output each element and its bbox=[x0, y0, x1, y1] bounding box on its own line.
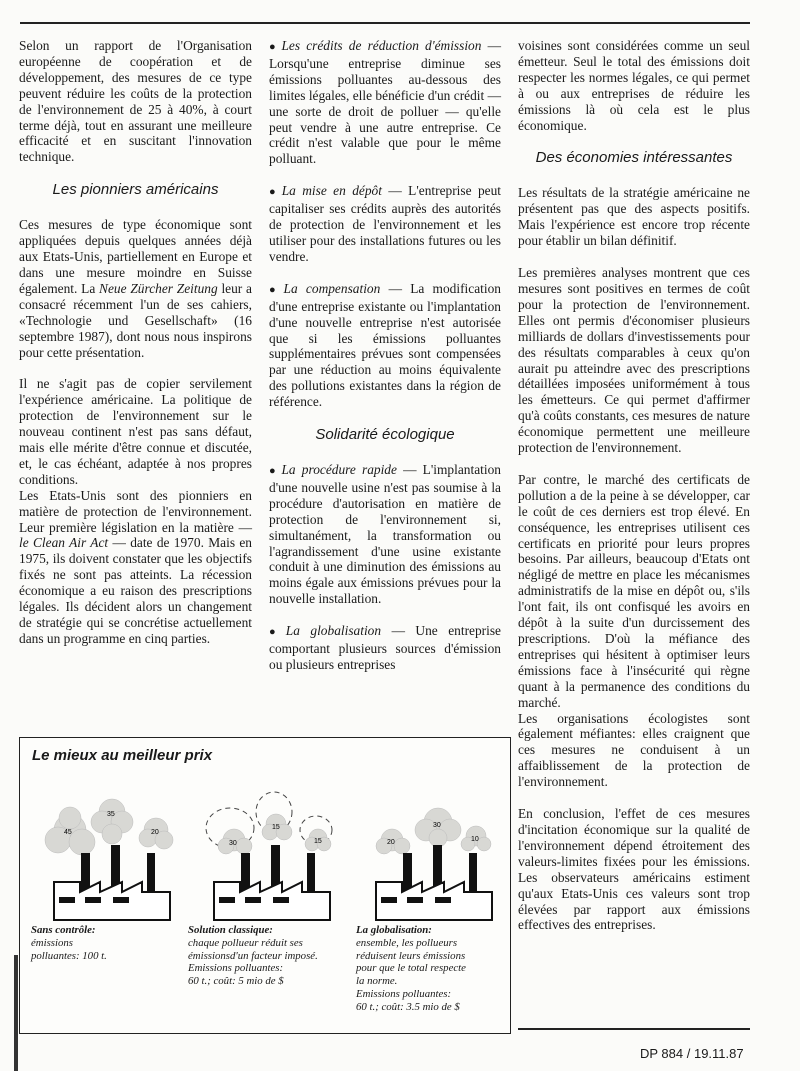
bullet-item: ● La mise en dépôt — L'entreprise peut capitaliser ses crédits auprès des autorités de protection de l'environnement et les utiliser pour des installations futures ou les vendre. bbox=[269, 183, 501, 264]
paragraph: Il ne s'agit pas de copier servilement l'expérience américaine. La politique de protection de l'environnement sur le nouveau continent n'est pas sans défaut, mais elle mérite d'être connue et discutée, et, le cas échéant, adaptée à nos propres conditions. bbox=[19, 376, 252, 487]
emission-value: 45 bbox=[64, 829, 72, 836]
subheading: Solidarité écologique bbox=[315, 426, 455, 444]
margin-bar bbox=[14, 955, 18, 1071]
bullet-icon: ● bbox=[269, 465, 279, 478]
paragraph: En conclusion, l'effet de ces mesures d'incitation économique sur la qualité de l'environnement dépend étroitement des valeurs-limites fixées pour les émissions. Les observateurs américains estiment qu'aux Etats-Unis ces valeurs sont trop élevées par rapport aux émissions effectives des entreprises. bbox=[518, 806, 750, 933]
bullet-item: ● La compensation — La modification d'une entreprise existante ou l'implantation d'une nouvelle entreprise n'est autorisée que si les émissions polluantes supplémentaires prévues sont compensées par une réduction au moins équivalente des pollutions existantes dans la région de référence. bbox=[269, 280, 501, 410]
figure-caption-3: La globalisation: ensemble, les pollueurs réduisent leurs émissions pour que le total respecte la norme. Emissions polluantes: 60 t.; coût: 3.5 mio de $ bbox=[356, 924, 466, 1013]
paragraph: Par contre, le marché des certificats de pollution a de la peine à se développer, car le coût de ces derniers est trop élevé. En conséquence, les entreprises utilisent ces certificats en priorité pour leurs propres besoins. Par ailleurs, beaucoup d'Etats ont négligé de mettre en place les mécanismes administratifs de la mise en dépôt ou, s'ils l'ont fait, ils ont confisqué les avoirs en dépôt à la suite d'un durcissement des prescriptions. D'où la méfiance des entreprises qui hésitent à optimiser leurs émissions face à l'insécurité qui règne quant à la permanence des conditions du marché. bbox=[518, 471, 750, 710]
column-2 bbox=[269, 38, 501, 689]
bullet-item: ● La globalisation — Une entreprise comportant plusieurs sources d'émission ou plusieurs entreprises bbox=[269, 623, 501, 672]
figure-title: Le mieux au meilleur prix bbox=[32, 747, 213, 764]
subheading: Les pionniers américains bbox=[52, 181, 219, 199]
emission-value: 30 bbox=[433, 822, 441, 829]
subheading: Des économies intéressantes bbox=[535, 149, 733, 167]
emission-value: 15 bbox=[272, 824, 280, 831]
figure-caption-2: Solution classique: chaque pollueur réduit ses émissionsd'un facteur imposé. Emissions polluantes: 60 t.; coût: 5 mio de $ bbox=[188, 924, 318, 988]
column-1 bbox=[19, 38, 252, 663]
emission-value: 20 bbox=[387, 839, 395, 846]
factory-icon bbox=[214, 846, 330, 920]
emission-value: 10 bbox=[471, 836, 479, 843]
factory-icon bbox=[54, 846, 170, 920]
law-name: le Clean Air Act bbox=[19, 535, 109, 551]
paragraph: Les résultats de la stratégie américaine ne présentent pas que des aspects positifs. Mais l'expérience est encore trop récente pour établir un bilan définitif. bbox=[518, 185, 750, 249]
emission-value: 20 bbox=[151, 829, 159, 836]
bullet-item: ● La procédure rapide — L'implantation d'une nouvelle usine n'est pas soumise à la procédure d'autorisation en matière de protection de l'environnement si, simultanément, la transformation ou l'agrandissement d'une usine existante conduit à une diminution des émissions au moins égale aux émissions prévues pour la nouvelle installation. bbox=[269, 462, 501, 607]
factory-illustration-1 bbox=[30, 782, 180, 922]
pollution-cloud bbox=[45, 799, 173, 855]
factory-illustration-2 bbox=[190, 782, 340, 922]
emission-value: 35 bbox=[107, 811, 115, 818]
paragraph: Les premières analyses montrent que ces mesures sont positives en termes de coût pour la protection de l'environnement. Elles ont permis d'économiser plusieurs milliards de dollars d'investissements pour des résultats comparables à ceux qu'on aurait pu atteindre avec des prescriptions détaillées imposées uniformément à tous les émetteurs. Ce qui permet d'affirmer qu'à coûts constants, ces mesures de nature économique permettent une meilleure protection de l'environnement. bbox=[518, 265, 750, 456]
column-3 bbox=[518, 38, 750, 949]
paragraph: Selon un rapport de l'Organisation européenne de coopération et de développement, des mesures de ce type peuvent réduire les coûts de la protection de l'environnement de 25 à 40%, à court terme déjà, tout en assurant une meilleure efficacité et en suscitant l'innovation technique. bbox=[19, 38, 252, 165]
bullet-item: ● Les crédits de réduction d'émission — Lorsqu'une entreprise diminue ses émissions polluantes au-dessous des limites légales, elle bénéficie d'un crédit — une sorte de droit de polluer — qu'elle peut vendre à une autre entreprise. Ce crédit n'est valable que pour le même polluant. bbox=[269, 38, 501, 167]
paragraph: Ces mesures de type économique sont appliquées depuis quelques années déjà aux Etats-Unis, partiellement en Europe et dans une mesure moindre en Suisse également. La Neue Zürcher Zeitung leur a consacré récemment l'un de ses cahiers, «Technologie und Gesellschaft» (16 septembre 1987), dont nous nous inspirons pour cette présentation. bbox=[19, 217, 252, 360]
paragraph: voisines sont considérées comme un seul émetteur. Seul le total des émissions doit respecter les normes légales, ce qui permet à ou aux entreprises de réduire les émissions là où cela est le plus économique. bbox=[518, 38, 750, 133]
figure-caption-1: Sans contrôle: émissions polluantes: 100 t. bbox=[31, 924, 107, 962]
bullet-icon: ● bbox=[269, 186, 279, 199]
factory-icon bbox=[376, 846, 492, 920]
paragraph: Les Etats-Unis sont des pionniers en matière de protection de l'environnement. Leur première législation en la matière — le Clean Air Act — date de 1970. Mais en 1975, ils doivent constater que les objectifs fixés ne sont pas atteints. La récession économique a eu raison des prescriptions légales. Ils décident alors un changement de stratégie qui se concrétise actuellement dans un programme en cinq parties. bbox=[19, 487, 253, 646]
newspaper-name: Neue Zürcher Zeitung bbox=[99, 280, 218, 296]
bullet-icon: ● bbox=[269, 626, 283, 639]
factory-illustration-3 bbox=[352, 782, 502, 922]
bottom-rule bbox=[518, 1028, 750, 1030]
bullet-icon: ● bbox=[269, 41, 279, 53]
paragraph: Les organisations écologistes sont également méfiantes: elles craignent que ces mesures ne conduisent à un affaiblissement de la protection de l'environnement. bbox=[518, 710, 750, 790]
top-rule bbox=[20, 22, 750, 24]
bullet-icon: ● bbox=[269, 283, 281, 296]
emission-value: 15 bbox=[314, 838, 322, 845]
page-footer: DP 884 / 19.11.87 bbox=[640, 1046, 744, 1061]
figure-box bbox=[19, 737, 511, 1034]
emission-value: 30 bbox=[229, 840, 237, 847]
